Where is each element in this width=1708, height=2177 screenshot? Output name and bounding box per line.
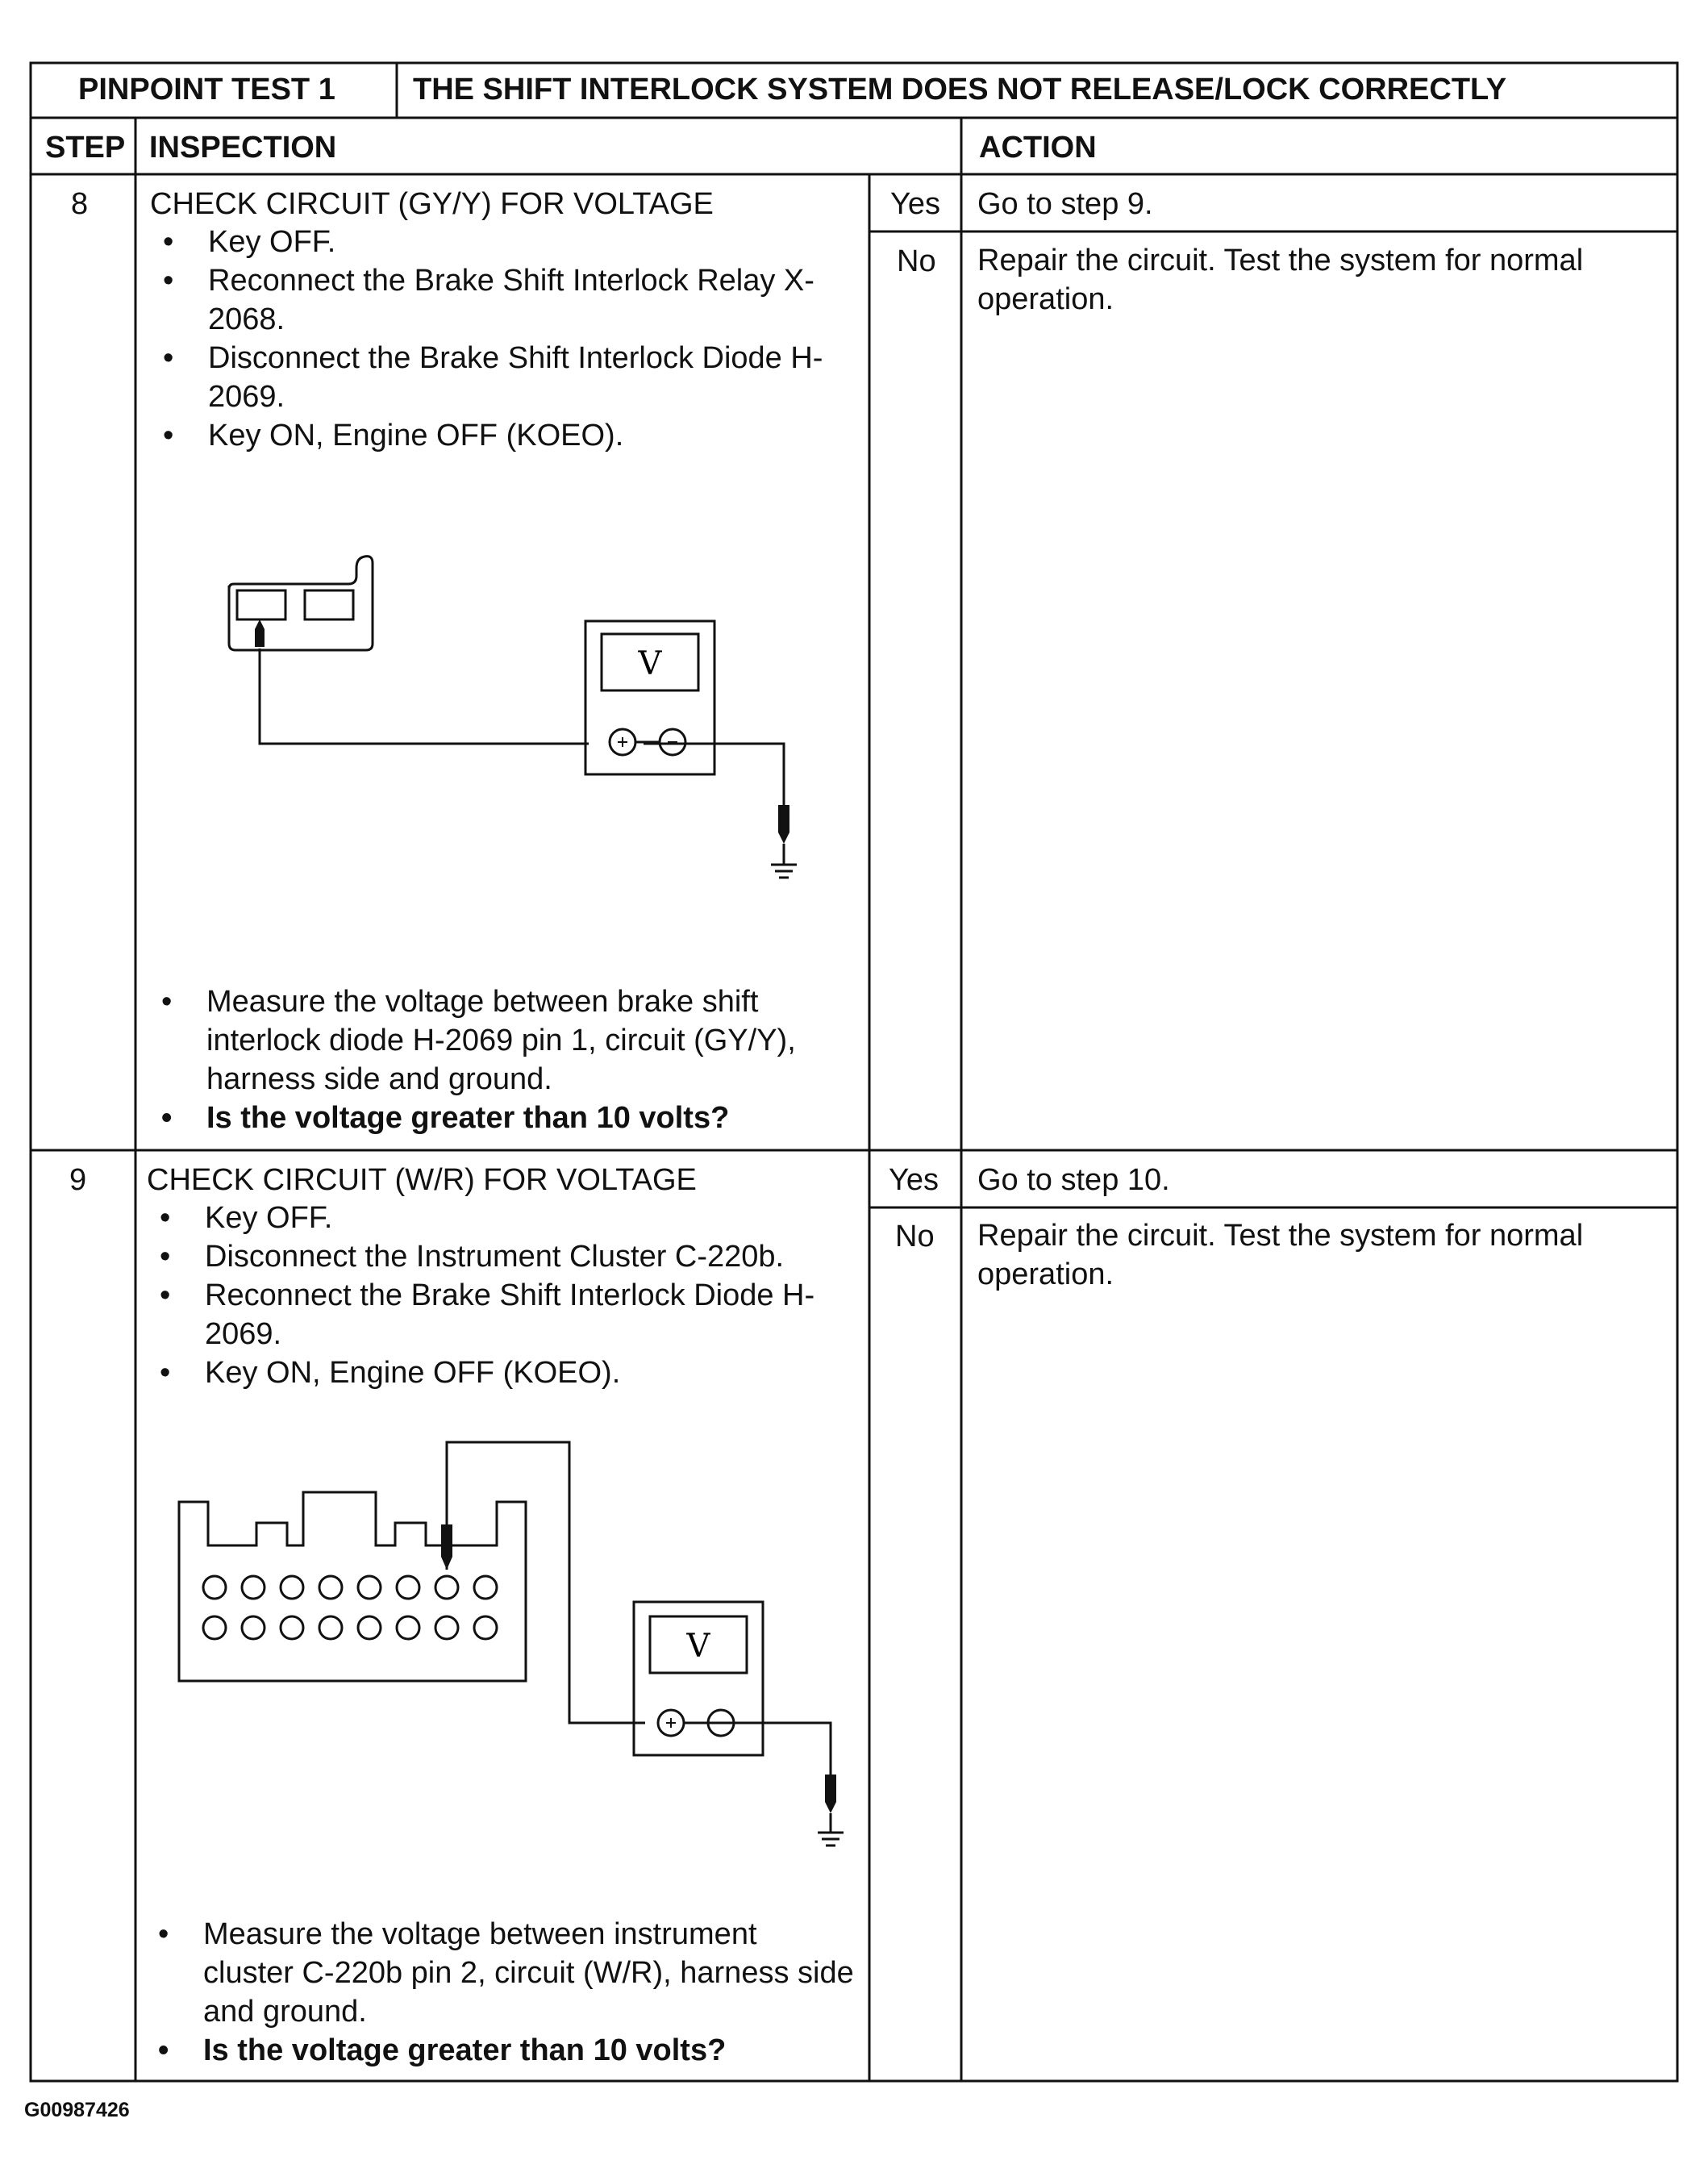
step-question: • Is the voltage greater than 10 volts?	[145, 2031, 855, 2070]
instruction-item: • Key ON, Engine OFF (KOEO).	[147, 1353, 856, 1392]
instruction-item: • Reconnect the Brake Shift Interlock Diode H-2069.	[147, 1276, 856, 1353]
voltmeter-display-label: V	[638, 645, 662, 682]
column-header-inspection: INSPECTION	[149, 131, 337, 165]
step-instructions	[147, 1199, 856, 1392]
column-header-action: ACTION	[979, 131, 1097, 165]
instruction-item: • Disconnect the Instrument Cluster C-220b.	[147, 1237, 856, 1276]
step-question: • Is the voltage greater than 10 volts?	[148, 1099, 858, 1137]
step-number: 9	[69, 1163, 87, 1197]
step-instructions	[150, 223, 852, 455]
yes-label: Yes	[889, 1163, 939, 1197]
pinpoint-test-title: THE SHIFT INTERLOCK SYSTEM DOES NOT RELEASE/LOCK CORRECTLY	[413, 73, 1507, 106]
instruction-item: • Key OFF.	[150, 223, 852, 261]
instruction-item: • Key ON, Engine OFF (KOEO).	[150, 416, 852, 455]
diode-voltage-test-diagram	[202, 540, 814, 903]
column-header-step: STEP	[45, 131, 126, 165]
yes-action: Go to step 10.	[977, 1163, 1170, 1197]
instruction-item: • Measure the voltage between instrument cluster C-220b pin 2, circuit (W/R), harness side and ground.	[145, 1915, 855, 2031]
voltmeter-display-label: V	[686, 1628, 710, 1665]
step-title: CHECK CIRCUIT (W/R) FOR VOLTAGE	[147, 1163, 697, 1197]
no-label: No	[897, 244, 936, 278]
instruction-item: • Key OFF.	[147, 1199, 856, 1237]
figure-code: G00987426	[24, 2099, 130, 2121]
cluster-connector-voltage-test-diagram	[169, 1428, 863, 1879]
step-measure-instructions	[145, 1915, 855, 2070]
instruction-item: • Reconnect the Brake Shift Interlock Relay X-2068.	[150, 261, 852, 339]
no-action: Repair the circuit. Test the system for normal operation.	[977, 244, 1584, 316]
instruction-item: • Measure the voltage between brake shift interlock diode H-2069 pin 1, circuit (GY/Y), harness side and ground.	[148, 982, 858, 1099]
yes-action: Go to step 9.	[977, 187, 1153, 221]
pinpoint-test-label: PINPOINT TEST 1	[78, 73, 335, 106]
yes-label: Yes	[890, 187, 940, 221]
no-action: Repair the circuit. Test the system for normal operation.	[977, 1219, 1584, 1291]
no-label: No	[895, 1220, 935, 1253]
instruction-item: • Disconnect the Brake Shift Interlock Diode H-2069.	[150, 339, 852, 416]
step-title: CHECK CIRCUIT (GY/Y) FOR VOLTAGE	[150, 187, 714, 221]
step-measure-instructions	[148, 982, 858, 1137]
step-number: 8	[71, 187, 89, 221]
